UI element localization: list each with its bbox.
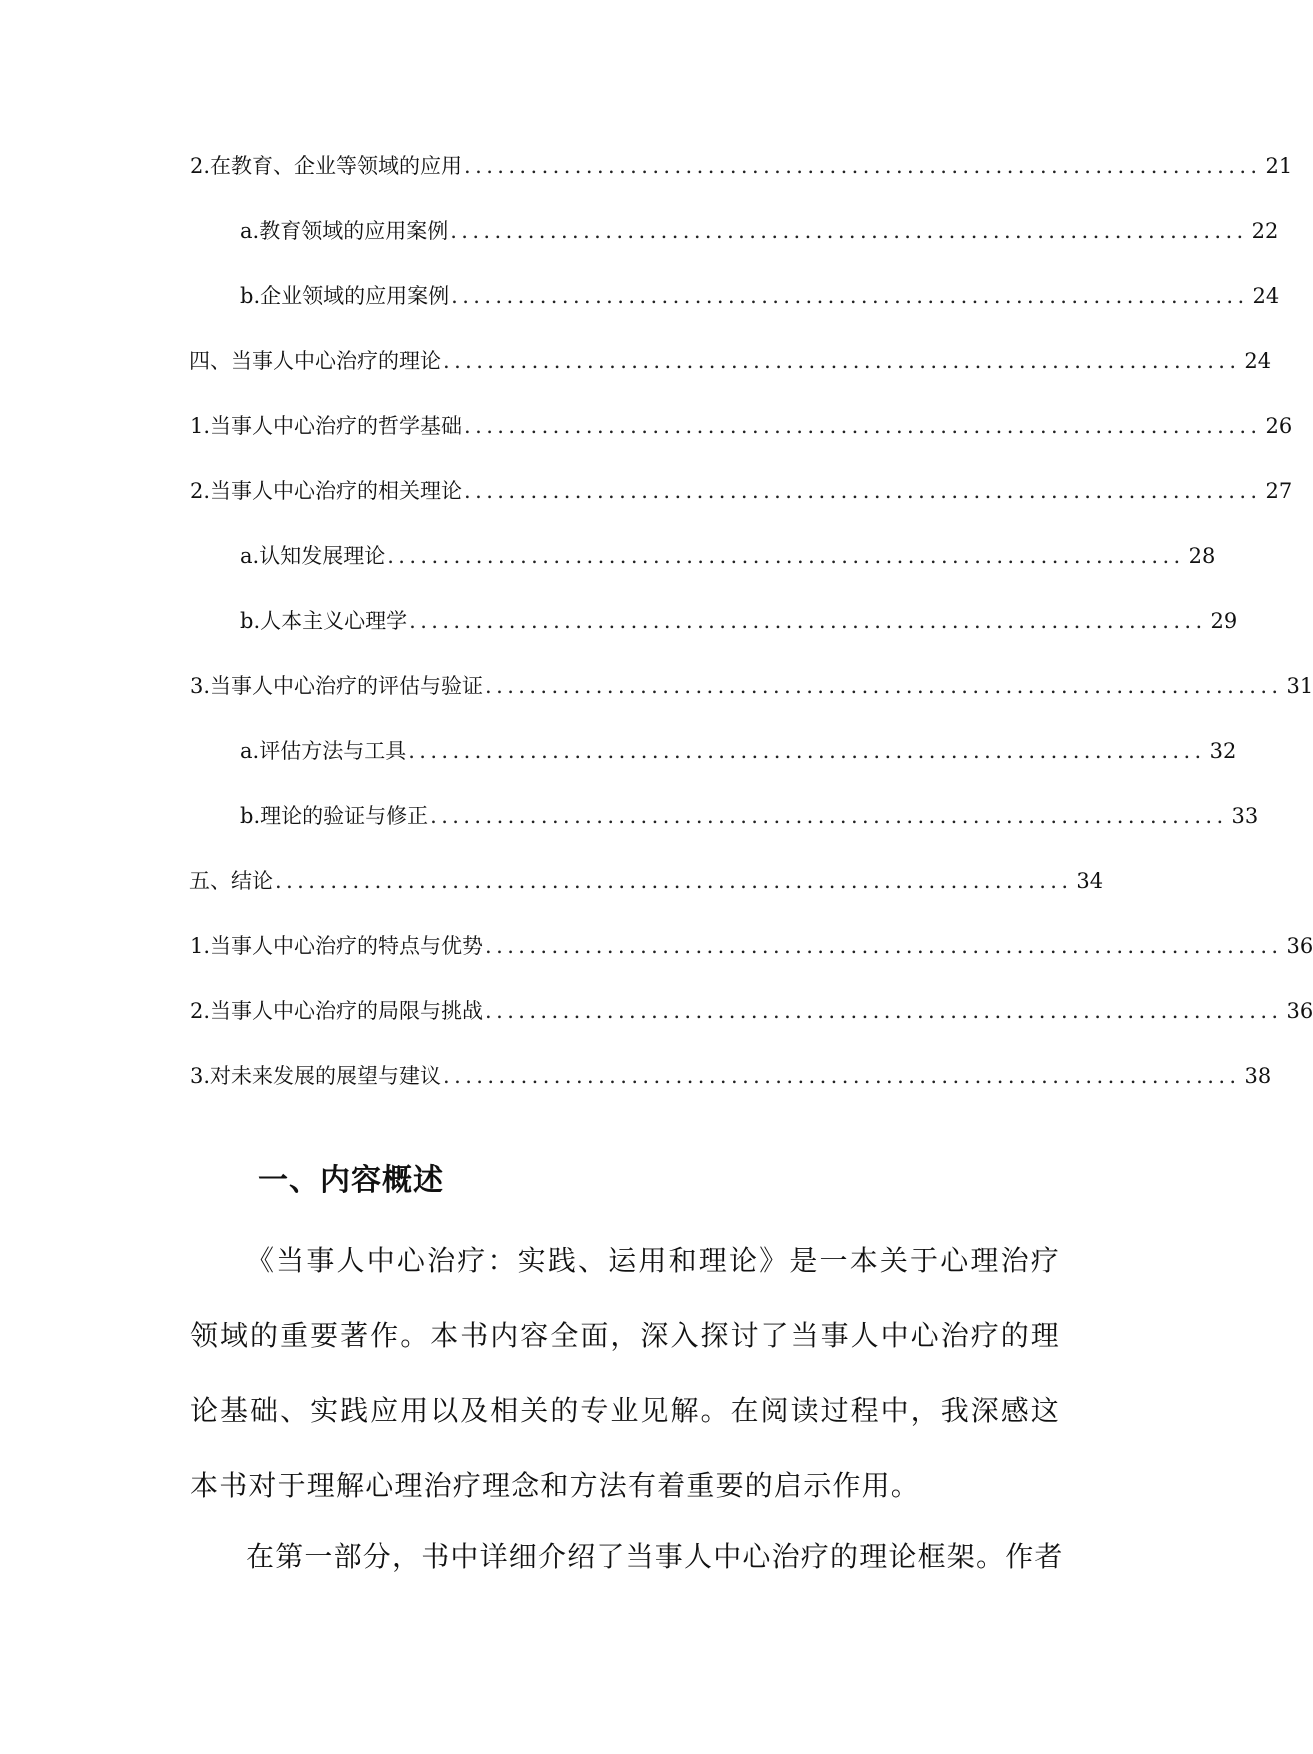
toc-leader-dots: ........................................................................: [450, 219, 1248, 243]
toc-leader-dots: ........................................................................: [485, 934, 1283, 958]
body-paragraph: 《当事人中心治疗：实践、运用和理论》是一本关于心理治疗领域的重要著作。本书内容全面，深入探讨了当事人中心治疗的理论基础、实践应用以及相关的专业见解。在阅读过程中，我深感这本书对于理解心理治疗理念和方法有着重要的启示作用。: [190, 1244, 1060, 1502]
toc-entry-title: 五、结论: [189, 869, 273, 893]
toc-entry-page: 24: [1244, 349, 1272, 373]
toc-leader-dots: ........................................................................: [464, 154, 1262, 178]
toc-entry-number: 2.: [190, 999, 211, 1023]
toc-entry-page: 28: [1188, 544, 1216, 568]
toc-entry-number: 1.: [190, 934, 211, 958]
toc-entry-number: 2.: [190, 154, 211, 178]
toc-entry-number: 1.: [190, 414, 211, 438]
toc-entry[interactable]: [189, 861, 1104, 901]
toc-entry-title: 理论的验证与修正: [260, 804, 429, 828]
toc-leader-dots: ........................................................................: [408, 739, 1206, 763]
toc-entry-title: 当事人中心治疗的局限与挑战: [210, 999, 484, 1023]
toc-leader-dots: ........................................................................: [464, 479, 1262, 503]
toc-entry[interactable]: [190, 146, 1293, 186]
toc-entry-number: 2.: [190, 479, 211, 503]
toc-entry[interactable]: [189, 341, 1272, 381]
toc-entry-page: 38: [1244, 1064, 1272, 1088]
toc-leader-dots: ........................................................................: [409, 609, 1207, 633]
toc-leader-dots: ........................................................................: [443, 1064, 1241, 1088]
toc-entry-number: a.: [240, 544, 260, 568]
toc-entry[interactable]: [190, 666, 1313, 706]
toc-entry-page: 33: [1231, 804, 1259, 828]
toc-entry-title: 当事人中心治疗的哲学基础: [210, 414, 463, 438]
toc-entry-number: 3.: [190, 1064, 211, 1088]
toc-entry[interactable]: [240, 731, 1237, 771]
toc-entry-title: 对未来发展的展望与建议: [210, 1064, 442, 1088]
toc-entry-number: 3.: [190, 674, 211, 698]
toc-entry-number: b.: [240, 284, 261, 308]
section-heading: 一、内容概述: [258, 1163, 444, 1198]
toc-entry-page: 32: [1209, 739, 1237, 763]
toc-entry-title: 在教育、企业等领域的应用: [210, 154, 463, 178]
toc-entry-page: 36: [1286, 934, 1313, 958]
toc-leader-dots: ........................................................................: [387, 544, 1185, 568]
toc-leader-dots: ........................................................................: [430, 804, 1228, 828]
toc-leader-dots: ........................................................................: [451, 284, 1249, 308]
toc-entry-page: 29: [1210, 609, 1238, 633]
toc-entry-title: 企业领域的应用案例: [260, 284, 450, 308]
toc-leader-dots: ........................................................................: [485, 999, 1283, 1023]
toc-entry-page: 24: [1252, 284, 1280, 308]
toc-entry[interactable]: [190, 926, 1313, 966]
toc-entry[interactable]: [240, 211, 1279, 251]
toc-entry-title: 当事人中心治疗的相关理论: [210, 479, 463, 503]
toc-entry-number: b.: [240, 804, 261, 828]
toc-entry-title: 当事人中心治疗的评估与验证: [210, 674, 484, 698]
toc-entry-title: 当事人中心治疗的特点与优势: [210, 934, 484, 958]
toc-entry-page: 27: [1265, 479, 1293, 503]
toc-entry[interactable]: [190, 471, 1293, 511]
toc-entry-title: 评估方法与工具: [259, 739, 407, 763]
toc-entry-number: b.: [240, 609, 261, 633]
toc-entry-page: 36: [1286, 999, 1313, 1023]
toc-leader-dots: ........................................................................: [464, 414, 1262, 438]
body-paragraph: 在第一部分，书中详细介绍了当事人中心治疗的理论框架。作者: [246, 1540, 1064, 1573]
toc-entry[interactable]: [190, 406, 1293, 446]
toc-entry[interactable]: [240, 276, 1280, 316]
toc-entry-page: 22: [1251, 219, 1279, 243]
toc-entry[interactable]: [240, 536, 1216, 576]
toc-leader-dots: ........................................................................: [443, 349, 1241, 373]
toc-entry-title: 人本主义心理学: [260, 609, 408, 633]
toc-leader-dots: ........................................................................: [485, 674, 1283, 698]
toc-entry-page: 34: [1076, 869, 1104, 893]
toc-entry-page: 21: [1265, 154, 1293, 178]
toc-entry[interactable]: [190, 991, 1313, 1031]
toc-entry-number: a.: [240, 219, 260, 243]
toc-entry-title: 认知发展理论: [259, 544, 386, 568]
toc-entry-page: 31: [1286, 674, 1313, 698]
toc-entry[interactable]: [240, 796, 1259, 836]
toc-entry-title: 教育领域的应用案例: [259, 219, 449, 243]
toc-entry-number: a.: [240, 739, 260, 763]
toc-entry-title: 四、当事人中心治疗的理论: [189, 349, 441, 373]
toc-entry[interactable]: [240, 601, 1238, 641]
toc-entry-page: 26: [1265, 414, 1293, 438]
toc-leader-dots: ........................................................................: [275, 869, 1073, 893]
toc-entry[interactable]: [190, 1056, 1272, 1096]
